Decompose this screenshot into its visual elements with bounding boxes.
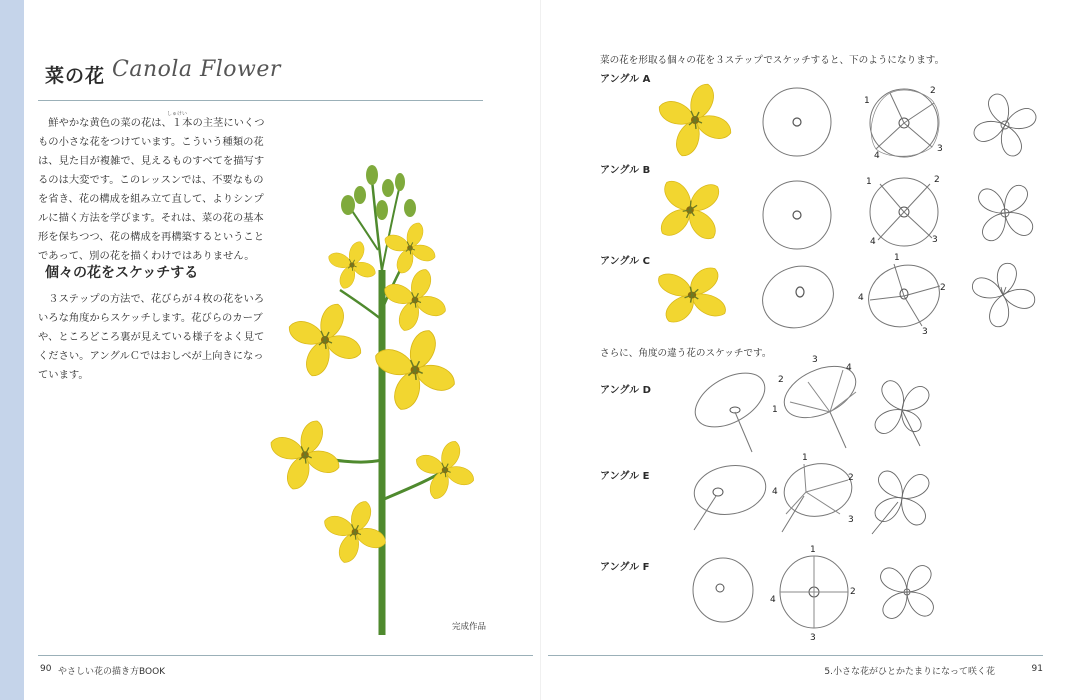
step-number: 2 [850,587,856,597]
intro-paragraph [38,114,270,266]
section-paragraph [38,290,270,385]
step-number: 4 [846,363,852,373]
intro-line: は、見た目が複雑で、見えるものすべてを描写す [38,155,265,167]
section-line: や、ところどころ裏が見えている様子をよく見て [38,331,265,343]
step-number: 3 [812,355,818,365]
angle-b-label: アングル B [600,165,651,176]
step-number: 4 [858,293,864,303]
angle-b-painted-flower [650,170,730,250]
canola-illustration [260,160,480,640]
angle-a-step3-sketch [968,90,1043,160]
step-number: 1 [864,96,870,106]
step-number: 1 [772,405,778,415]
step-number: 2 [930,86,936,96]
angle-f-label: アングル F [600,562,650,573]
intro-line: るのは大変です。このレッスンでは、不要なもの [38,174,264,186]
angle-c-step2-sketch [858,252,948,337]
footer-divider-left [38,655,533,656]
angle-b-step1-sketch [760,178,835,253]
intro-line: ルに描く方法を学びます。それは、菜の花の基本 [38,212,264,224]
angle-c-step3-sketch [966,258,1041,333]
title-divider [38,100,483,101]
step-number: 4 [874,151,880,161]
angle-b-step3-sketch [968,178,1043,248]
angle-e-step1-sketch [688,460,768,535]
step-number: 4 [772,487,778,497]
step-number: 3 [810,633,816,643]
step-number: 3 [932,235,938,245]
angle-c-painted-flower [645,258,740,333]
angle-a-painted-flower [650,80,740,160]
right-mid-text: さらに、角度の違う花のスケッチです。 [600,348,772,359]
illustration-caption: 完成作品 [452,622,487,632]
step-number: 1 [894,253,900,263]
angle-f-step2-sketch [768,542,858,642]
intro-line: 鮮やかな黄色の菜の花は、１本の主茎にいくつ [48,117,265,129]
angle-f-step1-sketch [688,555,758,625]
angle-e-step3-sketch [862,458,942,538]
page-number-left: 90 [40,664,52,674]
angle-d-label: アングル D [600,385,651,396]
step-number: 3 [922,327,928,337]
angle-d-step2-sketch [768,352,863,452]
step-number: 1 [802,453,808,463]
step-number: 4 [770,595,776,605]
step-number: 4 [870,237,876,247]
angle-a-step1-sketch [760,85,835,160]
page-title: 菜の花 [45,65,106,87]
book-title: やさしい花の描き方BOOK [58,667,166,677]
angle-e-label: アングル E [600,471,650,482]
angle-e-step2-sketch [768,450,858,535]
step-number: 2 [940,283,946,293]
angle-a-label: アングル A [600,74,651,85]
intro-line: を省き、花の構成を組み立て直して、よりシンプ [38,193,264,205]
step-number: 1 [866,177,872,187]
blue-margin-band [0,0,24,700]
angle-a-step2-sketch [862,85,947,165]
chapter-title: 5.小さな花がひとかたまりになって咲く花 [824,667,995,677]
angle-b-step2-sketch [862,172,947,252]
section-line: ください。アングルＣではおしべが上向きになっ [38,350,264,362]
section-heading: 個々の花をスケッチする [45,265,199,281]
step-number: 2 [848,473,854,483]
step-number: 2 [934,175,940,185]
page-gutter [540,0,541,700]
footer-divider-right [548,655,1043,656]
section-line: ています。 [38,369,89,381]
intro-line: であって、別の花を描くわけではありません。 [38,250,255,262]
angle-f-step3-sketch [870,555,945,630]
angle-d-step1-sketch [690,370,770,455]
angle-d-step3-sketch [862,370,942,450]
angle-c-label: アングル C [600,256,650,267]
step-number: 1 [810,545,816,555]
section-line: ３ステップの方法で、花びらが４枚の花をいろ [48,293,265,305]
page-number-right: 91 [1031,664,1043,674]
intro-line: 形を保ちつつ、花の構成を再構築するということ [38,231,265,243]
step-number: 3 [937,144,943,154]
ruby-annotation: しゅけい [167,111,188,117]
step-number: 3 [848,515,854,525]
section-line: いろな角度からスケッチします。花びらのカーブ [38,312,263,324]
intro-line: もの小さな花をつけています。こういう種類の花 [38,136,264,148]
right-intro-text: 菜の花を形取る個々の花を３ステップでスケッチすると、下のようになります。 [600,55,945,66]
step-number: 2 [778,375,784,385]
angle-c-step1-sketch [758,262,838,332]
page-title-english: Canola Flower [112,57,281,82]
